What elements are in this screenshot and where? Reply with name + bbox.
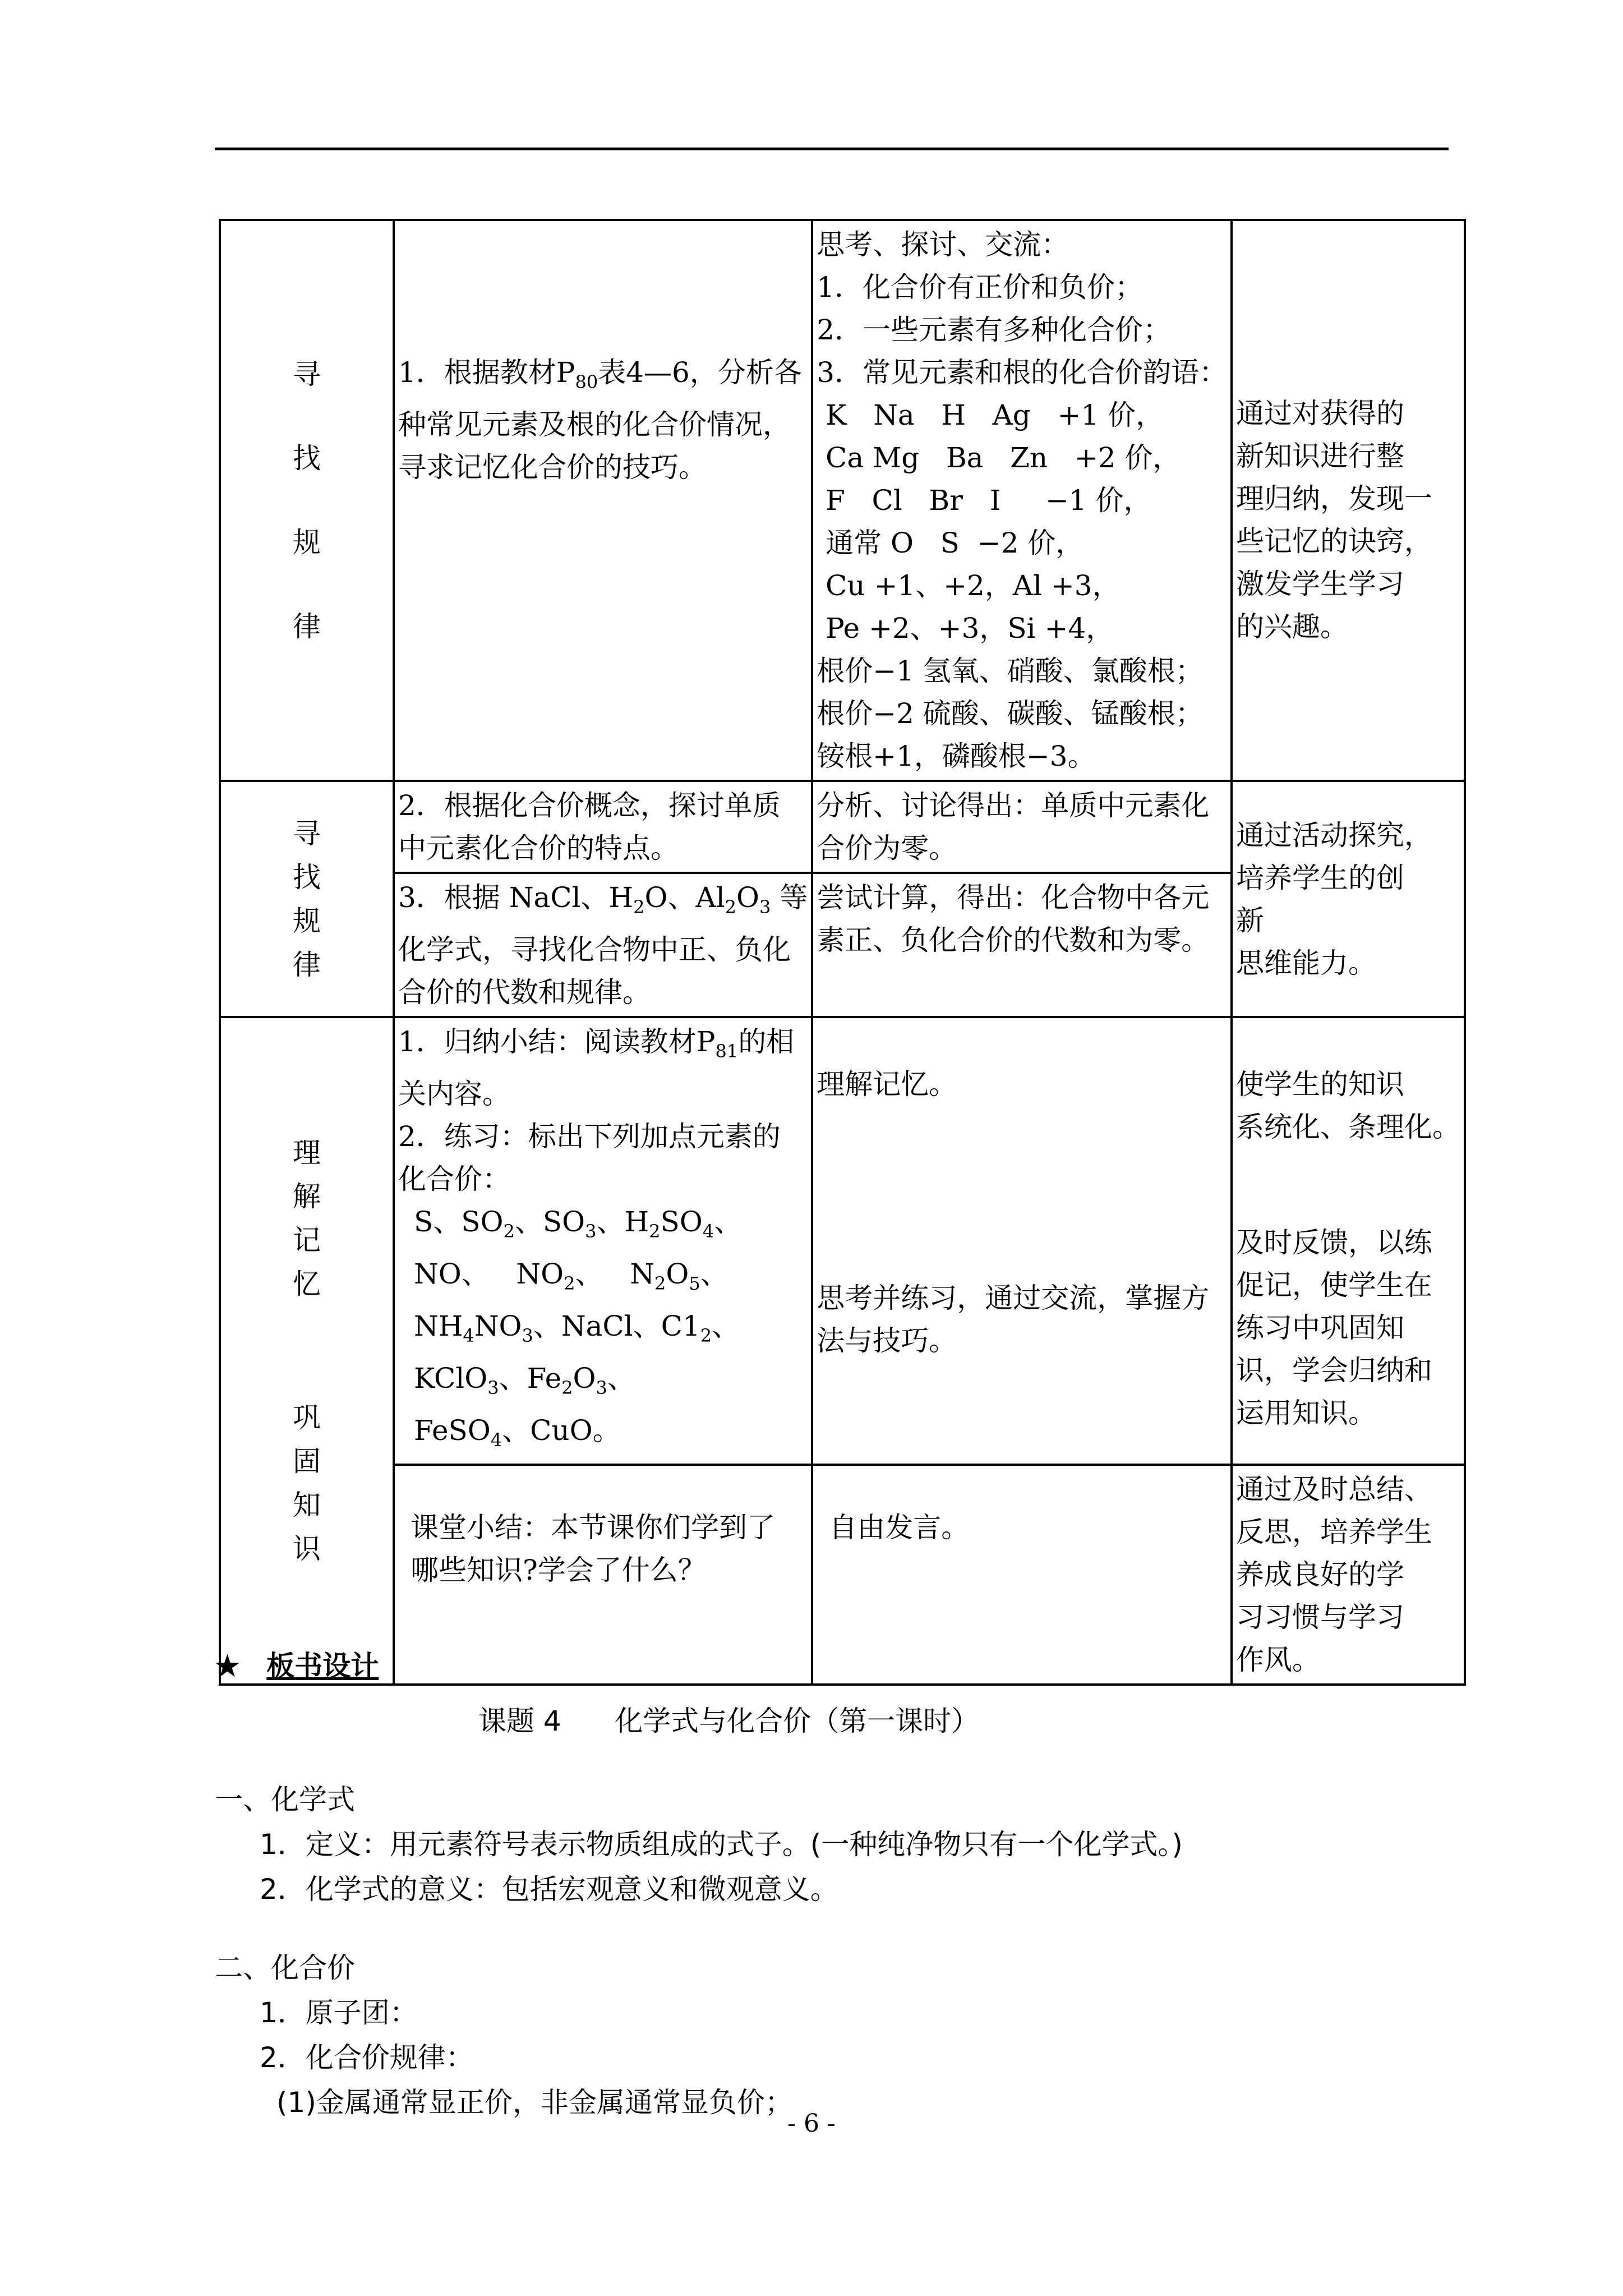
formula-text: 、 <box>714 1205 743 1238</box>
purpose-line: 练习中巩固知 <box>1236 1312 1405 1344</box>
activity-line: 关内容。 <box>398 1078 510 1110</box>
activity-line: 中元素化合价的特点。 <box>398 832 679 864</box>
phase-char: 寻 <box>293 358 321 390</box>
purpose-cell <box>1232 1465 1465 1685</box>
formula-subscript: 2 <box>654 1273 666 1294</box>
purpose-line: 培养学生的创 <box>1236 861 1405 894</box>
formula-text: S、SO <box>414 1205 504 1238</box>
purpose-line: 的兴趣。 <box>1236 610 1349 643</box>
student-cell <box>812 1017 1232 1465</box>
student-line: Cu +1、+2，Al +3， <box>817 569 1121 602</box>
board-item: 2．化学式的意义：包括宏观意义和微观意义。 <box>260 1873 838 1906</box>
formula-subscript: 4 <box>702 1221 714 1242</box>
phase-char: 寻 <box>293 817 321 850</box>
formula-text: SO <box>660 1205 703 1238</box>
student-line: F Cl Br I −1 价， <box>817 484 1152 517</box>
formula-line <box>414 1253 808 1305</box>
student-line: 3．常见元素和根的化合价韵语： <box>817 356 1228 389</box>
board-heading <box>215 1644 379 1684</box>
purpose-line: 识，学会归纳和 <box>1236 1354 1433 1387</box>
purpose-cell <box>1232 220 1465 781</box>
formula-text: 、 <box>700 1258 728 1290</box>
board-item: 2．化合价规律： <box>260 2041 474 2074</box>
student-line: 分析、讨论得出：单质中元素化 <box>817 789 1210 822</box>
phase-cell <box>220 781 394 1017</box>
activity-line: 课堂小结：本节课你们学到了 <box>411 1511 775 1544</box>
student-cell <box>812 781 1232 873</box>
formula-text: FeSO <box>414 1414 491 1447</box>
formula-subscript: 2 <box>561 1377 573 1398</box>
activity-line: 3．根据 NaCl、$H_2O$、$Al_2O_3$ 等 <box>398 881 808 918</box>
purpose-line: 养成良好的学 <box>1236 1558 1405 1591</box>
formula-text: NO、 NO <box>414 1258 564 1290</box>
phase-char: 记 <box>293 1224 321 1257</box>
student-line: 理解记忆。 <box>817 1068 957 1101</box>
purpose-line: 通过对获得的 <box>1236 397 1405 430</box>
phase-char: 巩 <box>293 1401 321 1434</box>
phase-char: 规 <box>293 526 321 559</box>
activity-cell <box>394 1017 812 1465</box>
header-rule <box>215 148 1449 150</box>
student-line: 通常 O S −2 价， <box>817 527 1084 559</box>
student-line: 素正、负化合价的代数和为零。 <box>817 924 1210 956</box>
student-cell <box>812 873 1232 1017</box>
table-row <box>220 781 1465 873</box>
formula-text: 、CuO。 <box>502 1414 621 1447</box>
board-item: 1．定义：用元素符号表示物质组成的式子。(一种纯净物只有一个化学式。) <box>260 1828 1183 1861</box>
student-line: 1．化合价有正价和负价； <box>817 271 1144 303</box>
activity-line: 化学式，寻找化合物中正、负化 <box>398 933 791 966</box>
board-item: (1)金属通常显正价，非金属通常显负价； <box>276 2086 793 2119</box>
phase-char: 识 <box>293 1533 321 1565</box>
student-cell <box>812 1465 1232 1685</box>
purpose-line: 系统化、条理化。 <box>1236 1111 1461 1143</box>
phase-char: 知 <box>293 1489 321 1521</box>
phase-char: 律 <box>293 610 321 643</box>
activity-line: 2．根据化合价概念，探讨单质 <box>398 789 781 822</box>
formula-subscript: 3 <box>522 1325 533 1346</box>
activity-cell <box>394 1465 812 1685</box>
table-row <box>220 1465 1465 1685</box>
student-cell <box>812 220 1232 781</box>
phase-char: 找 <box>293 861 321 894</box>
phase-char: 规 <box>293 904 321 937</box>
formula-subscript: 5 <box>689 1273 700 1294</box>
section-heading: 二、化合价 <box>215 1952 355 1984</box>
formula-text: 、Fe <box>499 1362 562 1395</box>
activity-line: 哪些知识?学会了什么？ <box>411 1554 706 1586</box>
activity-cell <box>394 781 812 873</box>
purpose-line: 使学生的知识 <box>1236 1068 1405 1101</box>
formula-subscript: 2 <box>700 1325 712 1346</box>
board-title: 板书设计 <box>266 1649 379 1682</box>
purpose-line: 促记，使学生在 <box>1236 1269 1433 1301</box>
purpose-line: 反思，培养学生 <box>1236 1516 1433 1548</box>
purpose-cell <box>1232 781 1465 1017</box>
phase-cell <box>220 220 394 781</box>
board-subtitle: 课题 4 化学式与化合价（第一课时） <box>478 1705 980 1737</box>
lesson-plan-table <box>219 219 1466 1686</box>
formula-subscript: 2 <box>649 1221 661 1242</box>
activity-line: 1．归纳小结：阅读教材$P_{81}$的相 <box>398 1025 795 1062</box>
formula-text: NO <box>474 1310 522 1342</box>
student-line: 尝试计算，得出：化合物中各元 <box>817 881 1210 914</box>
formula-text: O <box>573 1362 596 1395</box>
purpose-line: 通过及时总结、 <box>1236 1473 1433 1506</box>
purpose-line: 运用知识。 <box>1236 1397 1377 1429</box>
purpose-line: 思维能力。 <box>1236 946 1377 979</box>
purpose-line: 新 <box>1236 904 1265 937</box>
page-number: - 6 - <box>787 2109 836 2138</box>
phase-char: 律 <box>293 948 321 981</box>
activity-text: 1．根据教材$P_{80}$表4—6，分析各种常见元素及根的化合价情况，寻求记忆化合价的技巧。 <box>398 356 802 484</box>
formula-text: 、 <box>607 1362 635 1395</box>
student-line: 2．一些元素有多种化合价； <box>817 314 1172 346</box>
student-line: 根价−2 硫酸、碳酸、锰酸根； <box>817 697 1204 730</box>
formula-subscript: 4 <box>490 1429 502 1451</box>
formula-line <box>414 1357 808 1409</box>
activity-line: 2．练习：标出下列加点元素的 <box>398 1120 781 1153</box>
purpose-line: 及时反馈，以练 <box>1236 1226 1433 1259</box>
formula-subscript: 2 <box>564 1273 575 1294</box>
table-row <box>220 1017 1465 1465</box>
phase-spacer <box>224 1306 389 1396</box>
student-line: Ca Mg Ba Zn +2 价， <box>817 441 1181 474</box>
phase-char: 找 <box>293 442 321 475</box>
purpose-line: 理归纳，发现一 <box>1236 482 1433 515</box>
formula-list <box>398 1200 808 1461</box>
activity-cell <box>394 220 812 781</box>
table-row <box>220 220 1465 781</box>
purpose-line: 通过活动探究， <box>1236 818 1433 852</box>
formula-text: 、 <box>712 1310 740 1342</box>
purpose-line: 作风。 <box>1236 1644 1321 1676</box>
student-line: 铵根+1，磷酸根−3。 <box>817 740 1096 772</box>
student-line: 根价−1 氢氧、硝酸、氯酸根； <box>817 655 1204 687</box>
formula-subscript: 3 <box>585 1221 597 1242</box>
purpose-line: 些记忆的诀窍， <box>1236 525 1433 558</box>
formula-text: KClO <box>414 1362 488 1395</box>
student-line: K Na H Ag +1 价， <box>817 399 1164 431</box>
formula-subscript: 3 <box>487 1377 499 1398</box>
star-icon: ★ <box>215 1649 240 1682</box>
purpose-line: 新知识进行整 <box>1236 440 1405 472</box>
section-heading: 一、化学式 <box>215 1783 355 1816</box>
formula-text: 、NaCl、C1 <box>533 1310 700 1342</box>
phase-char: 理 <box>293 1137 321 1169</box>
student-line: 思考并练习，通过交流，掌握方 <box>817 1282 1210 1314</box>
formula-text: O <box>666 1258 689 1290</box>
activity-line: 合价的代数和规律。 <box>398 976 651 1009</box>
student-line: 自由发言。 <box>829 1511 970 1544</box>
phase-char: 忆 <box>293 1268 321 1300</box>
formula-line <box>414 1409 808 1461</box>
phase-char: 固 <box>293 1445 321 1478</box>
formula-subscript: 2 <box>503 1221 515 1242</box>
phase-cell <box>220 1017 394 1685</box>
student-line: 合价为零。 <box>817 832 957 864</box>
board-item: 1．原子团： <box>260 1996 418 2029</box>
purpose-line: 激发学生学习 <box>1236 568 1405 600</box>
formula-text: 、 N <box>575 1258 654 1290</box>
formula-subscript: 3 <box>596 1377 607 1398</box>
student-line: 思考、探讨、交流： <box>817 228 1069 261</box>
formula-text: 、SO <box>514 1205 585 1238</box>
formula-line <box>414 1200 808 1253</box>
formula-text: 、H <box>596 1205 649 1238</box>
activity-line: 化合价： <box>398 1163 510 1195</box>
formula-subscript: 4 <box>463 1325 474 1346</box>
student-line: Pe +2、+3，Si +4， <box>817 612 1114 645</box>
phase-char: 解 <box>293 1180 321 1213</box>
purpose-cell <box>1232 1017 1465 1465</box>
activity-cell <box>394 873 812 1017</box>
student-line: 法与技巧。 <box>817 1324 957 1357</box>
formula-line <box>414 1305 808 1357</box>
purpose-line: 习习惯与学习 <box>1236 1601 1405 1634</box>
formula-text: NH <box>414 1310 463 1342</box>
